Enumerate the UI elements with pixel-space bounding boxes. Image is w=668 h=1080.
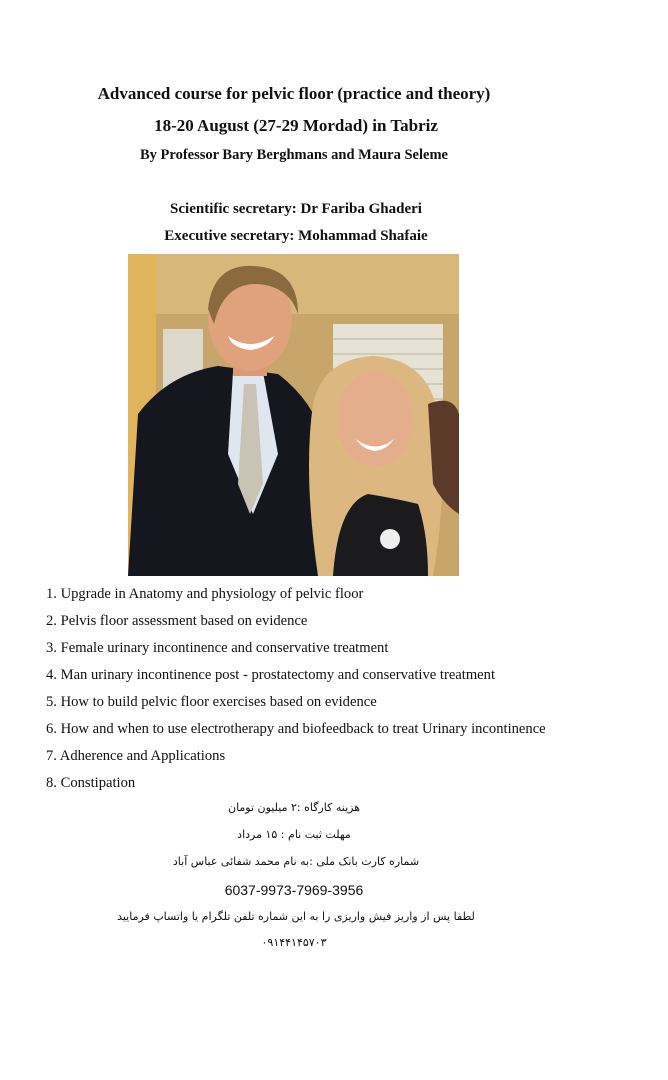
- bank-card-number: 6037-9973-7969-3956: [224, 882, 364, 898]
- bank-card-label: شماره کارت بانک ملی :به نام محمد شفائی عباس آباد: [172, 855, 420, 868]
- list-item: 7. Adherence and Applications: [46, 748, 226, 764]
- course-title: Advanced course for pelvic floor (practice and theory): [97, 84, 491, 103]
- presenters-photo: [128, 254, 459, 576]
- list-item: 3. Female urinary incontinence and conservative treatment: [46, 640, 389, 656]
- registration-deadline: مهلت ثبت نام : ۱۵ مرداد: [237, 828, 351, 841]
- topic-list: [46, 585, 546, 801]
- scientific-secretary: Scientific secretary: Dr Fariba Ghaderi: [170, 201, 422, 217]
- contact-phone: ۰۹۱۴۴۱۴۵۷۰۳: [261, 936, 327, 949]
- payment-instruction: لطفا پس از واریز فیش واریزی را به این شماره تلفن تلگرام یا واتساپ فرمایید: [117, 910, 475, 923]
- list-item: 8. Constipation: [46, 775, 136, 791]
- presenters: By Professor Bary Berghmans and Maura Seleme: [140, 147, 448, 163]
- list-item: 1. Upgrade in Anatomy and physiology of pelvic floor: [46, 586, 364, 602]
- list-item: 6. How and when to use electrotherapy and biofeedback to treat Urinary incontinence: [46, 721, 546, 737]
- executive-secretary: Executive secretary: Mohammad Shafaie: [164, 228, 428, 244]
- list-item: 4. Man urinary incontinence post - prostatectomy and conservative treatment: [46, 667, 496, 683]
- presenters-photo-illustration: [128, 254, 459, 576]
- list-item: 5. How to build pelvic floor exercises based on evidence: [46, 694, 377, 710]
- workshop-fee: هزینه کارگاه :۲ میلیون تومان: [227, 801, 361, 814]
- list-item: 2. Pelvis floor assessment based on evidence: [46, 613, 308, 629]
- course-dates: 18-20 August (27-29 Mordad) in Tabriz: [154, 116, 438, 135]
